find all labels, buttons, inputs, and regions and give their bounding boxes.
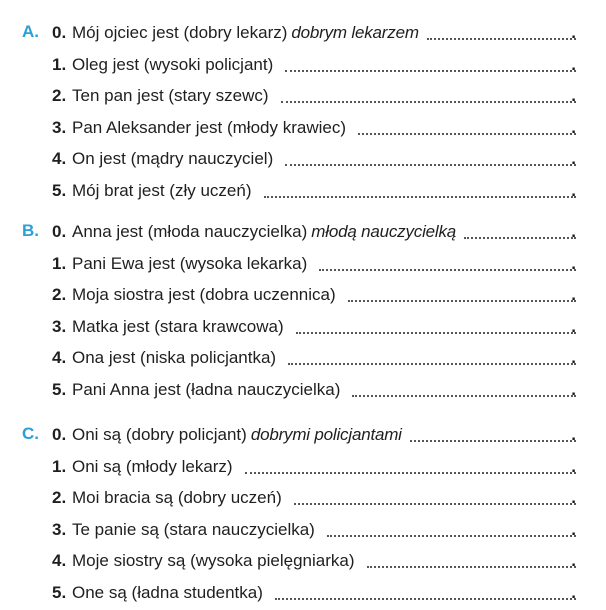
- item-number: 5.: [52, 380, 67, 399]
- dotted-line: [245, 472, 576, 474]
- item-number: 1.: [52, 55, 67, 74]
- dotted-line: [410, 440, 576, 442]
- answer-blank[interactable]: młodą nauczycielką: [311, 222, 457, 241]
- dotted-line: [275, 598, 576, 600]
- exercise-item: [0, 180, 606, 206]
- item-number: 1.: [52, 457, 67, 476]
- exercise-item: [0, 54, 606, 80]
- item-number: 3.: [52, 118, 67, 137]
- line-end-period: .: [571, 551, 576, 570]
- dotted-line: [285, 70, 576, 72]
- dotted-line: [294, 503, 576, 505]
- exercise-item: [0, 253, 606, 279]
- line-end-period: .: [571, 488, 576, 507]
- exercise-item: [0, 22, 606, 48]
- exercise-item: [0, 582, 606, 608]
- item-number: 4.: [52, 149, 67, 168]
- item-line: [72, 316, 576, 338]
- line-end-period: .: [571, 285, 576, 304]
- item-line: [72, 85, 576, 107]
- item-prompt: Matka jest (stara krawcowa): [72, 317, 284, 336]
- item-number: 0.: [52, 425, 67, 444]
- item-prompt: Oni są (młody lekarz): [72, 457, 233, 476]
- dotted-line: [296, 332, 576, 334]
- exercise-item: [0, 456, 606, 482]
- item-prompt: Mój brat jest (zły uczeń): [72, 181, 252, 200]
- item-line: [72, 519, 576, 541]
- item-prompt: Moje siostry są (wysoka pielęgniarka): [72, 551, 355, 570]
- item-line: [72, 253, 576, 275]
- item-prompt: Pani Ewa jest (wysoka lekarka): [72, 254, 308, 273]
- dotted-line: [288, 363, 576, 365]
- exercise-item: [0, 519, 606, 545]
- exercise-item: [0, 550, 606, 576]
- item-prompt: Moi bracia są (dobry uczeń): [72, 488, 282, 507]
- line-end-period: .: [571, 520, 576, 539]
- item-line: [72, 221, 576, 243]
- item-prompt: On jest (mądry nauczyciel): [72, 149, 274, 168]
- dotted-line: [427, 38, 576, 40]
- line-end-period: .: [571, 23, 576, 42]
- exercise-item: [0, 221, 606, 247]
- item-prompt: Moja siostra jest (dobra uczennica): [72, 285, 336, 304]
- dotted-line: [464, 237, 576, 239]
- section-letter: A.: [22, 22, 39, 41]
- exercise-item: [0, 487, 606, 513]
- item-number: 4.: [52, 348, 67, 367]
- dotted-line: [264, 196, 577, 198]
- item-prompt: Ona jest (niska policjantka): [72, 348, 277, 367]
- line-end-period: .: [571, 317, 576, 336]
- item-line: [72, 22, 576, 44]
- line-end-period: .: [571, 348, 576, 367]
- item-number: 1.: [52, 254, 67, 273]
- dotted-line: [327, 535, 576, 537]
- item-line: [72, 284, 576, 306]
- item-line: [72, 550, 576, 572]
- item-line: [72, 379, 576, 401]
- item-prompt: Pan Aleksander jest (młody krawiec): [72, 118, 347, 137]
- section-letter: C.: [22, 424, 39, 443]
- dotted-line: [348, 300, 576, 302]
- item-number: 0.: [52, 222, 67, 241]
- item-number: 3.: [52, 317, 67, 336]
- line-end-period: .: [571, 86, 576, 105]
- answer-blank[interactable]: dobrym lekarzem: [291, 23, 419, 42]
- item-prompt: Te panie są (stara nauczycielka): [72, 520, 315, 539]
- item-number: 3.: [52, 520, 67, 539]
- exercise-item: [0, 379, 606, 405]
- line-end-period: .: [571, 457, 576, 476]
- exercise-item: [0, 347, 606, 373]
- exercise-item: [0, 117, 606, 143]
- line-end-period: .: [571, 149, 576, 168]
- item-line: [72, 347, 576, 369]
- line-end-period: .: [571, 222, 576, 241]
- item-prompt: Oleg jest (wysoki policjant): [72, 55, 274, 74]
- item-number: 5.: [52, 181, 67, 200]
- item-number: 5.: [52, 583, 67, 602]
- item-line: [72, 117, 576, 139]
- item-number: 0.: [52, 23, 67, 42]
- item-prompt: One są (ładna studentka): [72, 583, 263, 602]
- item-line: [72, 582, 576, 604]
- line-end-period: .: [571, 55, 576, 74]
- line-end-period: .: [571, 425, 576, 444]
- dotted-line: [281, 101, 576, 103]
- item-number: 2.: [52, 488, 67, 507]
- item-prompt: Oni są (dobry policjant): [72, 425, 247, 444]
- answer-blank[interactable]: dobrymi policjantami: [250, 425, 402, 444]
- dotted-line: [367, 566, 577, 568]
- item-line: [72, 148, 576, 170]
- exercise-item: [0, 85, 606, 111]
- exercise-item: [0, 148, 606, 174]
- item-line: [72, 456, 576, 478]
- section-letter: B.: [22, 221, 39, 240]
- item-line: [72, 54, 576, 76]
- line-end-period: .: [571, 254, 576, 273]
- line-end-period: .: [571, 583, 576, 602]
- dotted-line: [319, 269, 576, 271]
- line-end-period: .: [571, 181, 576, 200]
- item-prompt: Anna jest (młoda nauczycielka): [72, 222, 308, 241]
- item-prompt: Mój ojciec jest (dobry lekarz): [72, 23, 288, 42]
- item-line: [72, 424, 576, 446]
- item-prompt: Ten pan jest (stary szewc): [72, 86, 269, 105]
- exercise-item: [0, 316, 606, 342]
- exercise-item: [0, 284, 606, 310]
- item-number: 4.: [52, 551, 67, 570]
- dotted-line: [358, 133, 576, 135]
- item-line: [72, 487, 576, 509]
- dotted-line: [285, 164, 576, 166]
- item-prompt: Pani Anna jest (ładna nauczycielka): [72, 380, 341, 399]
- line-end-period: .: [571, 380, 576, 399]
- item-line: [72, 180, 576, 202]
- item-number: 2.: [52, 285, 67, 304]
- dotted-line: [352, 395, 576, 397]
- line-end-period: .: [571, 118, 576, 137]
- exercise-item: [0, 424, 606, 450]
- item-number: 2.: [52, 86, 67, 105]
